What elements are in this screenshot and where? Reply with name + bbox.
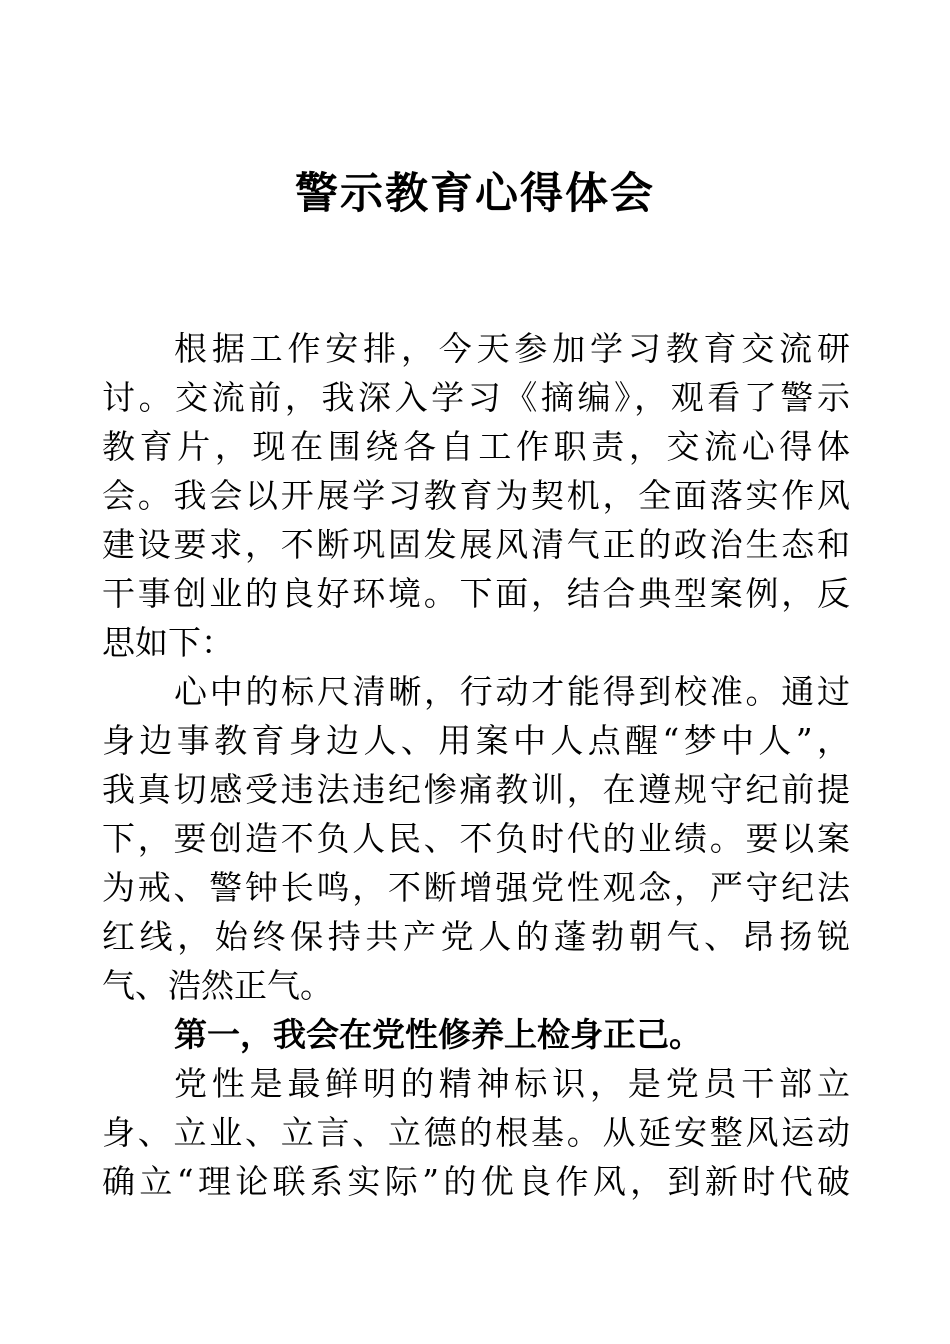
paragraph-line: 会。我会以开展学习教育为契机，全面落实作风 xyxy=(102,476,850,515)
paragraph-line: 身、立业、立言、立德的根基。从延安整风运动 xyxy=(102,1113,850,1152)
paragraph-line: 我真切感受违法违纪惨痛教训，在遵规守纪前提 xyxy=(102,770,850,809)
paragraph-line: 下，要创造不负人民、不负时代的业绩。要以案 xyxy=(102,819,850,858)
paragraph-line: 红线，始终保持共产党人的蓬勃朝气、昂扬锐 xyxy=(102,917,850,956)
document-body xyxy=(102,324,850,1206)
section-heading: 第一，我会在党性修养上检身正己。 xyxy=(174,1015,702,1054)
document-title: 警示教育心得体会 xyxy=(295,169,655,219)
paragraph-line: 身边事教育身边人、用案中人点醒“梦中人”， xyxy=(102,721,850,760)
paragraph-line: 党性是最鲜明的精神标识，是党员干部立 xyxy=(174,1064,850,1103)
paragraph-line: 为戒、警钟长鸣，不断增强党性观念，严守纪法 xyxy=(102,868,850,907)
paragraph-line: 教育片，现在围绕各自工作职责，交流心得体 xyxy=(102,427,850,466)
paragraph-line: 气、浩然正气。 xyxy=(102,966,333,1005)
paragraph-line: 干事创业的良好环境。下面，结合典型案例，反 xyxy=(102,574,850,613)
paragraph-line: 讨。交流前，我深入学习《摘编》，观看了警示 xyxy=(102,378,850,417)
paragraph-line: 思如下： xyxy=(102,623,234,662)
paragraph-line: 根据工作安排，今天参加学习教育交流研 xyxy=(174,329,850,368)
paragraph-line: 建设要求，不断巩固发展风清气正的政治生态和 xyxy=(102,525,850,564)
paragraph-line: 确立“理论联系实际”的优良作风，到新时代破 xyxy=(102,1162,850,1201)
paragraph-line: 心中的标尺清晰，行动才能得到校准。通过 xyxy=(174,672,850,711)
